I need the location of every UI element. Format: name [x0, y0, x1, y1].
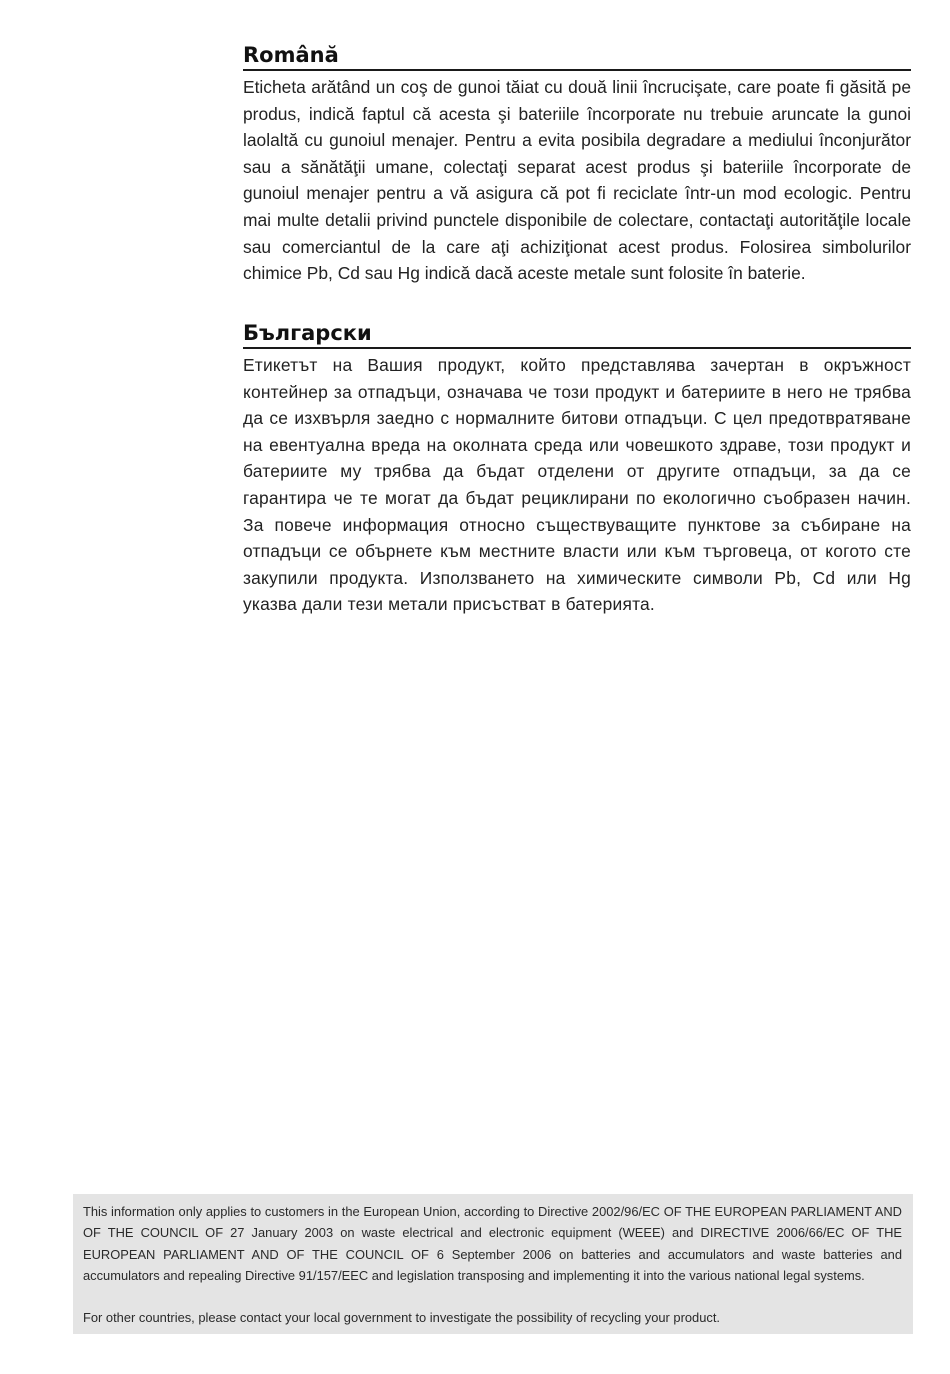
- section-romanian: [243, 42, 911, 287]
- eu-notice-box: [73, 1194, 913, 1334]
- section-body-romanian: Eticheta arătând un coş de gunoi tăiat cu două linii încrucişate, care poate fi găsită pe produs, indică faptul că acesta şi bateriile încorporate nu trebuie aruncate la gunoi laolaltă cu gunoiul menajer. Pentru a evita posibila degradare a mediului înconjurător sau a sănătăţii umane, colectaţi separat acest produs şi bateriile încorporate de gunoiul menajer pentru a vă asigura că pot fi reciclate într-un mod ecologic. Pentru mai multe detalii privind punctele disponibile de colectare, contactaţi autorităţile locale sau comerciantul de la care aţi achiziţionat acest produs. Folosirea simbolurilor chimice Pb, Cd sau Hg indică dacă aceste metale sunt folosite în baterie.: [243, 77, 911, 284]
- other-countries-notice: For other countries, please contact your local government to investigate the possibility of recycling your product.: [83, 1310, 720, 1326]
- section-bulgarian: [243, 320, 911, 618]
- section-heading-romanian: Română: [243, 42, 911, 71]
- eu-notice-paragraph: This information only applies to customers in the European Union, according to Directive 2002/96/EC OF THE EUROPEAN PARLIAMENT AND OF THE COUNCIL OF 27 January 2003 on waste electrical and electronic equipment (WEEE) and DIRECTIVE 2006/66/EC OF THE EUROPEAN PARLIAMENT AND OF THE COUNCIL OF 6 September 2006 on batteries and accumulators and waste batteries and accumulators and repealing Directive 91/157/EEC and legislation transposing and implementing it into the various national legal systems.: [83, 1204, 902, 1283]
- section-body-bulgarian: Етикетът на Вашия продукт, който представлява зачертан в окръжност контейнер за отпадъци, означава че този продукт и батериите в него не трябва да се изхвърля заедно с нормалните битови отпадъци. С цел предотвратяване на евентуална вреда на околната среда или човешкото здраве, този продукт и батериите му трябва да бъдат отделени от другите отпадъци, за да се гарантира че те могат да бъдат рециклирани по екологично съобразен начин. За повече информация относно съществуващите пунктове за събиране на отпадъци се обърнете към местните власти или към търговеца, от когото сте закупили продукта. Използването на химическите символи Pb, Cd или Hg указва дали тези метали присъстват в батерията.: [243, 355, 911, 615]
- section-heading-bulgarian: Български: [243, 320, 911, 349]
